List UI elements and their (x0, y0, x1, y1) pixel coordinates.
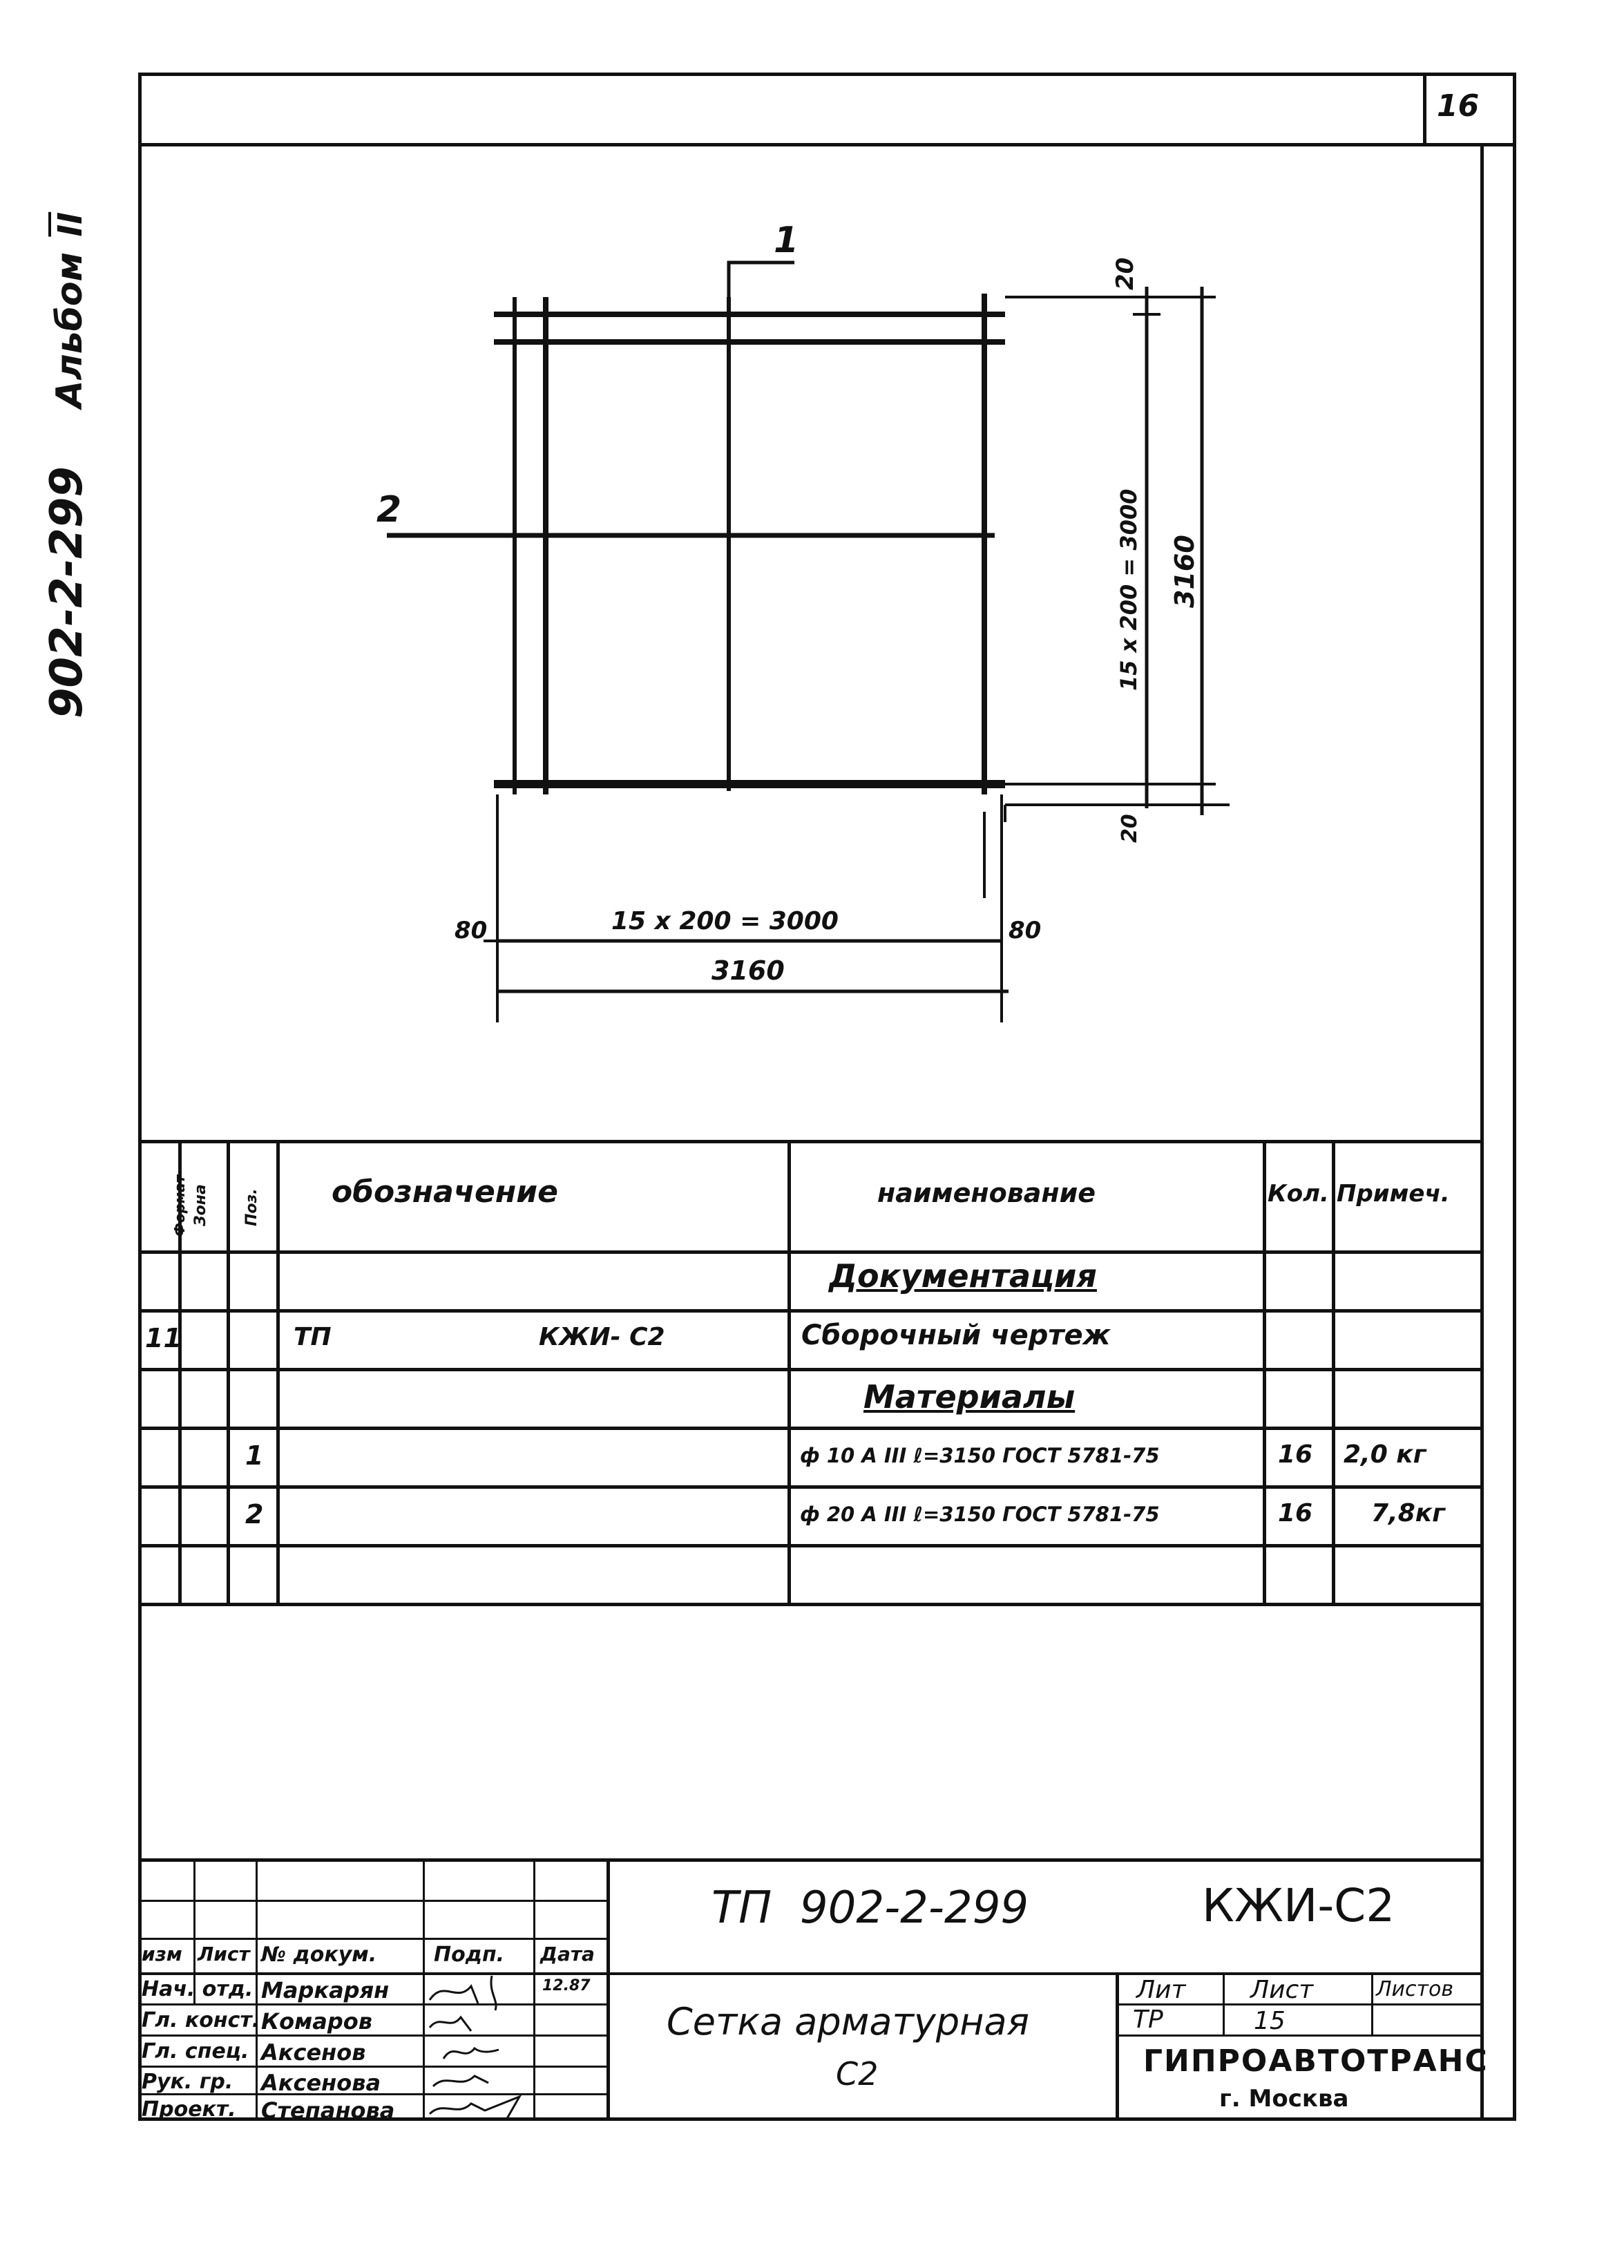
header-note: Примеч. (1337, 1180, 1450, 1208)
dim-bottom-offset: 20 (1118, 814, 1142, 843)
tb-name-4: Аксенова (261, 2070, 381, 2096)
dim-vertical-span: 15 x 200 = 3000 (1116, 488, 1142, 691)
row4-name: ф 20 А III ℓ=3150 ГОСТ 5781-75 (800, 1503, 1160, 1526)
row3-pos: 1 (245, 1440, 264, 1471)
dim-left-offset: 80 (455, 917, 488, 944)
section-marker-1-label: 1 (774, 220, 799, 261)
side-label-album: Альбом (49, 251, 90, 408)
signatures (423, 1972, 609, 2121)
tb-doc-mark: КЖИ-С2 (1202, 1879, 1395, 1932)
tb-role-1: Нач. отд. (142, 1977, 254, 2001)
dim-right-offset: 80 (1009, 917, 1042, 944)
section-title-documentation: Документация (829, 1257, 1097, 1295)
header-name: наименование (877, 1178, 1096, 1208)
tb-stage-header: Лит (1136, 1976, 1186, 2004)
tb-col-date: Дата (540, 1943, 595, 1965)
header-qty: Кол. (1268, 1180, 1329, 1208)
section-marker-2-label: 2 (376, 489, 402, 531)
side-label-code: 902-2-299 (41, 466, 93, 718)
tb-sign-date: 12.87 (542, 1977, 591, 1994)
header-format: Формат (171, 1174, 188, 1237)
row1-designation-mark: КЖИ- С2 (539, 1323, 665, 1351)
dim-horizontal-span: 15 x 200 = 3000 (611, 907, 839, 935)
tb-doc-code: ТП 902-2-299 (711, 1883, 1029, 1934)
tb-sheets-header: Листов (1376, 1977, 1454, 2001)
header-zone: Зона (192, 1184, 209, 1226)
tb-sheet: 15 (1254, 2007, 1286, 2035)
row1-format: 11 (145, 1323, 182, 1353)
section-marker-1-line (729, 263, 794, 297)
tb-name-5: Степанова (261, 2097, 395, 2124)
header-pos: Поз. (243, 1188, 260, 1226)
tb-col-docnum: № докум. (261, 1943, 377, 1967)
dim-horizontal-total: 3160 (711, 955, 785, 986)
tb-sheet-header: Лист (1250, 1976, 1314, 2004)
row4-qty: 16 (1278, 1499, 1313, 1527)
row4-pos: 2 (245, 1499, 264, 1530)
tb-role-2: Гл. конст. (142, 2008, 260, 2032)
tb-role-3: Гл. спец. (142, 2039, 249, 2064)
tb-name-1: Маркарян (261, 1977, 390, 2003)
tb-org: ГИПРОАВТОТРАНС (1143, 2043, 1489, 2079)
row4-note: 7,8кг (1371, 1499, 1446, 1527)
sheet-number: 16 (1437, 88, 1480, 124)
row3-qty: 16 (1278, 1440, 1313, 1469)
header-designation: обозначение (332, 1174, 558, 1210)
tb-name-3: Аксенов (261, 2039, 366, 2066)
tb-city: г. Москва (1219, 2085, 1349, 2113)
tb-role-4: Рук. гр. (142, 2070, 233, 2094)
row1-name: Сборочный чертеж (801, 1319, 1111, 1351)
tb-stage: ТР (1133, 2005, 1163, 2034)
tb-title-line1: Сетка арматурная (667, 2000, 1030, 2043)
tb-col-sign: Подп. (434, 1943, 505, 1967)
row1-designation-prefix: ТП (294, 1323, 332, 1351)
row3-note: 2,0 кг (1344, 1440, 1426, 1469)
tb-role-5: Проект. (142, 2097, 236, 2122)
row3-name: ф 10 А III ℓ=3150 ГОСТ 5781-75 (800, 1444, 1160, 1467)
dim-top-offset: 20 (1111, 257, 1139, 290)
tb-col-sheet: Лист (198, 1943, 250, 1965)
dim-vertical-total: 3160 (1169, 535, 1200, 608)
section-title-materials: Материалы (863, 1378, 1076, 1416)
tb-title-line2: С2 (836, 2055, 879, 2093)
tb-col-change: изм (142, 1943, 182, 1965)
tb-name-2: Комаров (261, 2008, 373, 2034)
side-label-album-numeral: $\overline{II}$ (51, 211, 90, 237)
